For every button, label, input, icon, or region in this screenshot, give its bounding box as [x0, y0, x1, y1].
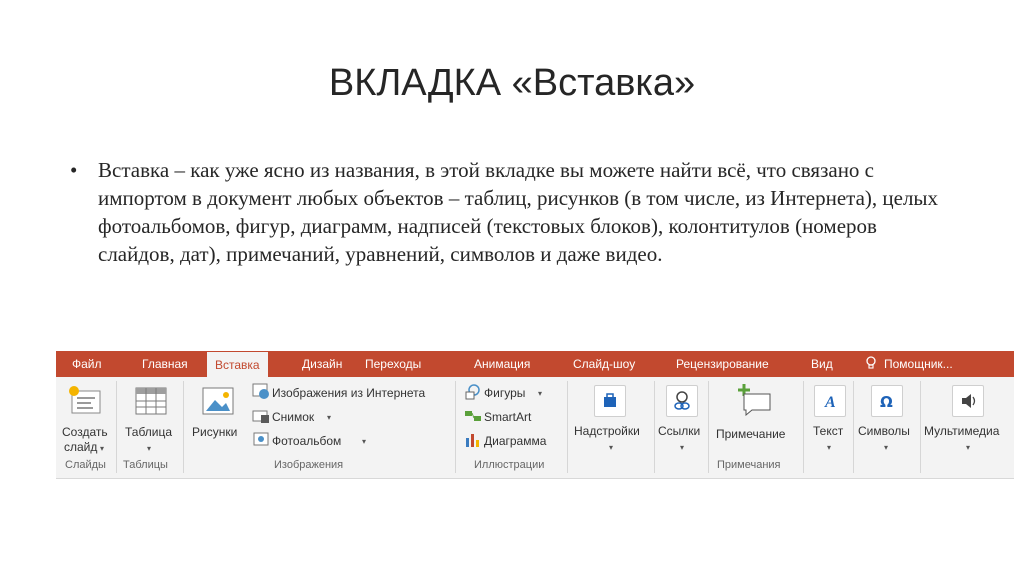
screenshot-label: Снимок [272, 410, 315, 424]
chevron-down-icon: ▾ [609, 443, 614, 452]
new-slide-label-2: слайд [64, 440, 98, 454]
shapes-icon [464, 384, 482, 405]
group-separator [116, 381, 117, 473]
new-slide-icon [66, 385, 102, 420]
comment-label: Примечание [716, 427, 786, 441]
ribbon [56, 351, 1014, 478]
smartart-label: SmartArt [484, 410, 532, 424]
comment-icon [736, 382, 772, 421]
chevron-down-icon: ▾ [362, 437, 367, 446]
lightbulb-icon [865, 351, 877, 377]
tab-file[interactable]: Файл [72, 357, 102, 371]
text-icon [814, 385, 846, 417]
group-separator [567, 381, 568, 473]
photo-album-label: Фотоальбом [272, 434, 342, 448]
tab-review[interactable]: Рецензирование [676, 357, 769, 371]
addins-label: Надстройки [574, 424, 640, 438]
bullet-paragraph: Вставка – как уже ясно из названия, в этой вкладке вы можете найти всё, что связано с импортом в документ любых объектов – таблиц, рисунков (в том числе, из Интернета), целых фотоальбомов, фигур, диаграмм, надписей (текстовых блоков), колонтитулов (номеров слайдов, дат), примечаний, уравнений, символов и даже видео. [98, 158, 939, 266]
group-label-tables: Таблицы [123, 459, 168, 471]
slide-title: ВКЛАДКА «Вставка» [328, 62, 696, 104]
group-separator [654, 381, 655, 473]
svg-text:Ω: Ω [880, 393, 893, 411]
links-label: Ссылки [658, 424, 701, 438]
chevron-down-icon: ▾ [884, 443, 889, 452]
group-separator [853, 381, 854, 473]
speaker-icon [952, 385, 984, 417]
group-separator [455, 381, 456, 473]
tab-design[interactable]: Дизайн [302, 357, 343, 371]
group-label-comments: Примечания [717, 459, 781, 471]
omega-icon [871, 385, 903, 417]
online-picture-icon [252, 383, 270, 404]
group-label-illustrations: Иллюстрации [474, 459, 545, 471]
table-icon [135, 387, 167, 420]
chevron-down-icon: ▾ [147, 444, 152, 453]
chart-label: Диаграмма [484, 434, 547, 448]
tell-me-helper[interactable]: Помощник... [884, 357, 953, 371]
tab-view[interactable]: Вид [811, 357, 833, 371]
tab-home[interactable]: Главная [142, 357, 188, 371]
chart-icon [464, 432, 482, 453]
tab-transitions[interactable]: Переходы [365, 357, 422, 371]
symbols-label: Символы [858, 424, 910, 438]
chevron-down-icon: ▾ [538, 389, 543, 398]
store-icon [594, 385, 626, 417]
slide-body [70, 156, 950, 268]
chevron-down-icon: ▾ [680, 443, 685, 452]
online-pictures-label: Изображения из Интернета [272, 386, 426, 400]
chevron-down-icon: ▾ [327, 413, 332, 422]
ribbon-tab-bar [56, 351, 1014, 377]
group-separator [183, 381, 184, 473]
svg-text:A: A [825, 394, 836, 411]
tab-slideshow[interactable]: Слайд-шоу [573, 357, 636, 371]
group-separator [920, 381, 921, 473]
tab-insert[interactable]: Вставка [207, 351, 268, 378]
new-slide-label-1: Создать [62, 425, 108, 439]
link-icon [666, 385, 698, 417]
chevron-down-icon: ▾ [827, 443, 832, 452]
pictures-label: Рисунки [192, 425, 238, 439]
text-label: Текст [813, 424, 844, 438]
group-label-slides: Слайды [65, 459, 106, 471]
bullet-marker: • [70, 158, 78, 182]
chevron-down-icon: ▾ [100, 444, 105, 453]
screenshot-icon [252, 408, 270, 429]
chevron-down-icon: ▾ [966, 443, 971, 452]
picture-icon [202, 385, 236, 422]
smartart-icon [464, 408, 482, 429]
group-label-images: Изображения [274, 459, 344, 471]
table-label: Таблица [125, 425, 173, 439]
photo-album-icon [252, 431, 270, 452]
shapes-label: Фигуры [484, 386, 526, 400]
group-separator [708, 381, 709, 473]
group-separator [803, 381, 804, 473]
tab-animations[interactable]: Анимация [474, 357, 531, 371]
media-label: Мультимедиа [924, 424, 1000, 438]
ribbon-panel [56, 377, 1014, 479]
